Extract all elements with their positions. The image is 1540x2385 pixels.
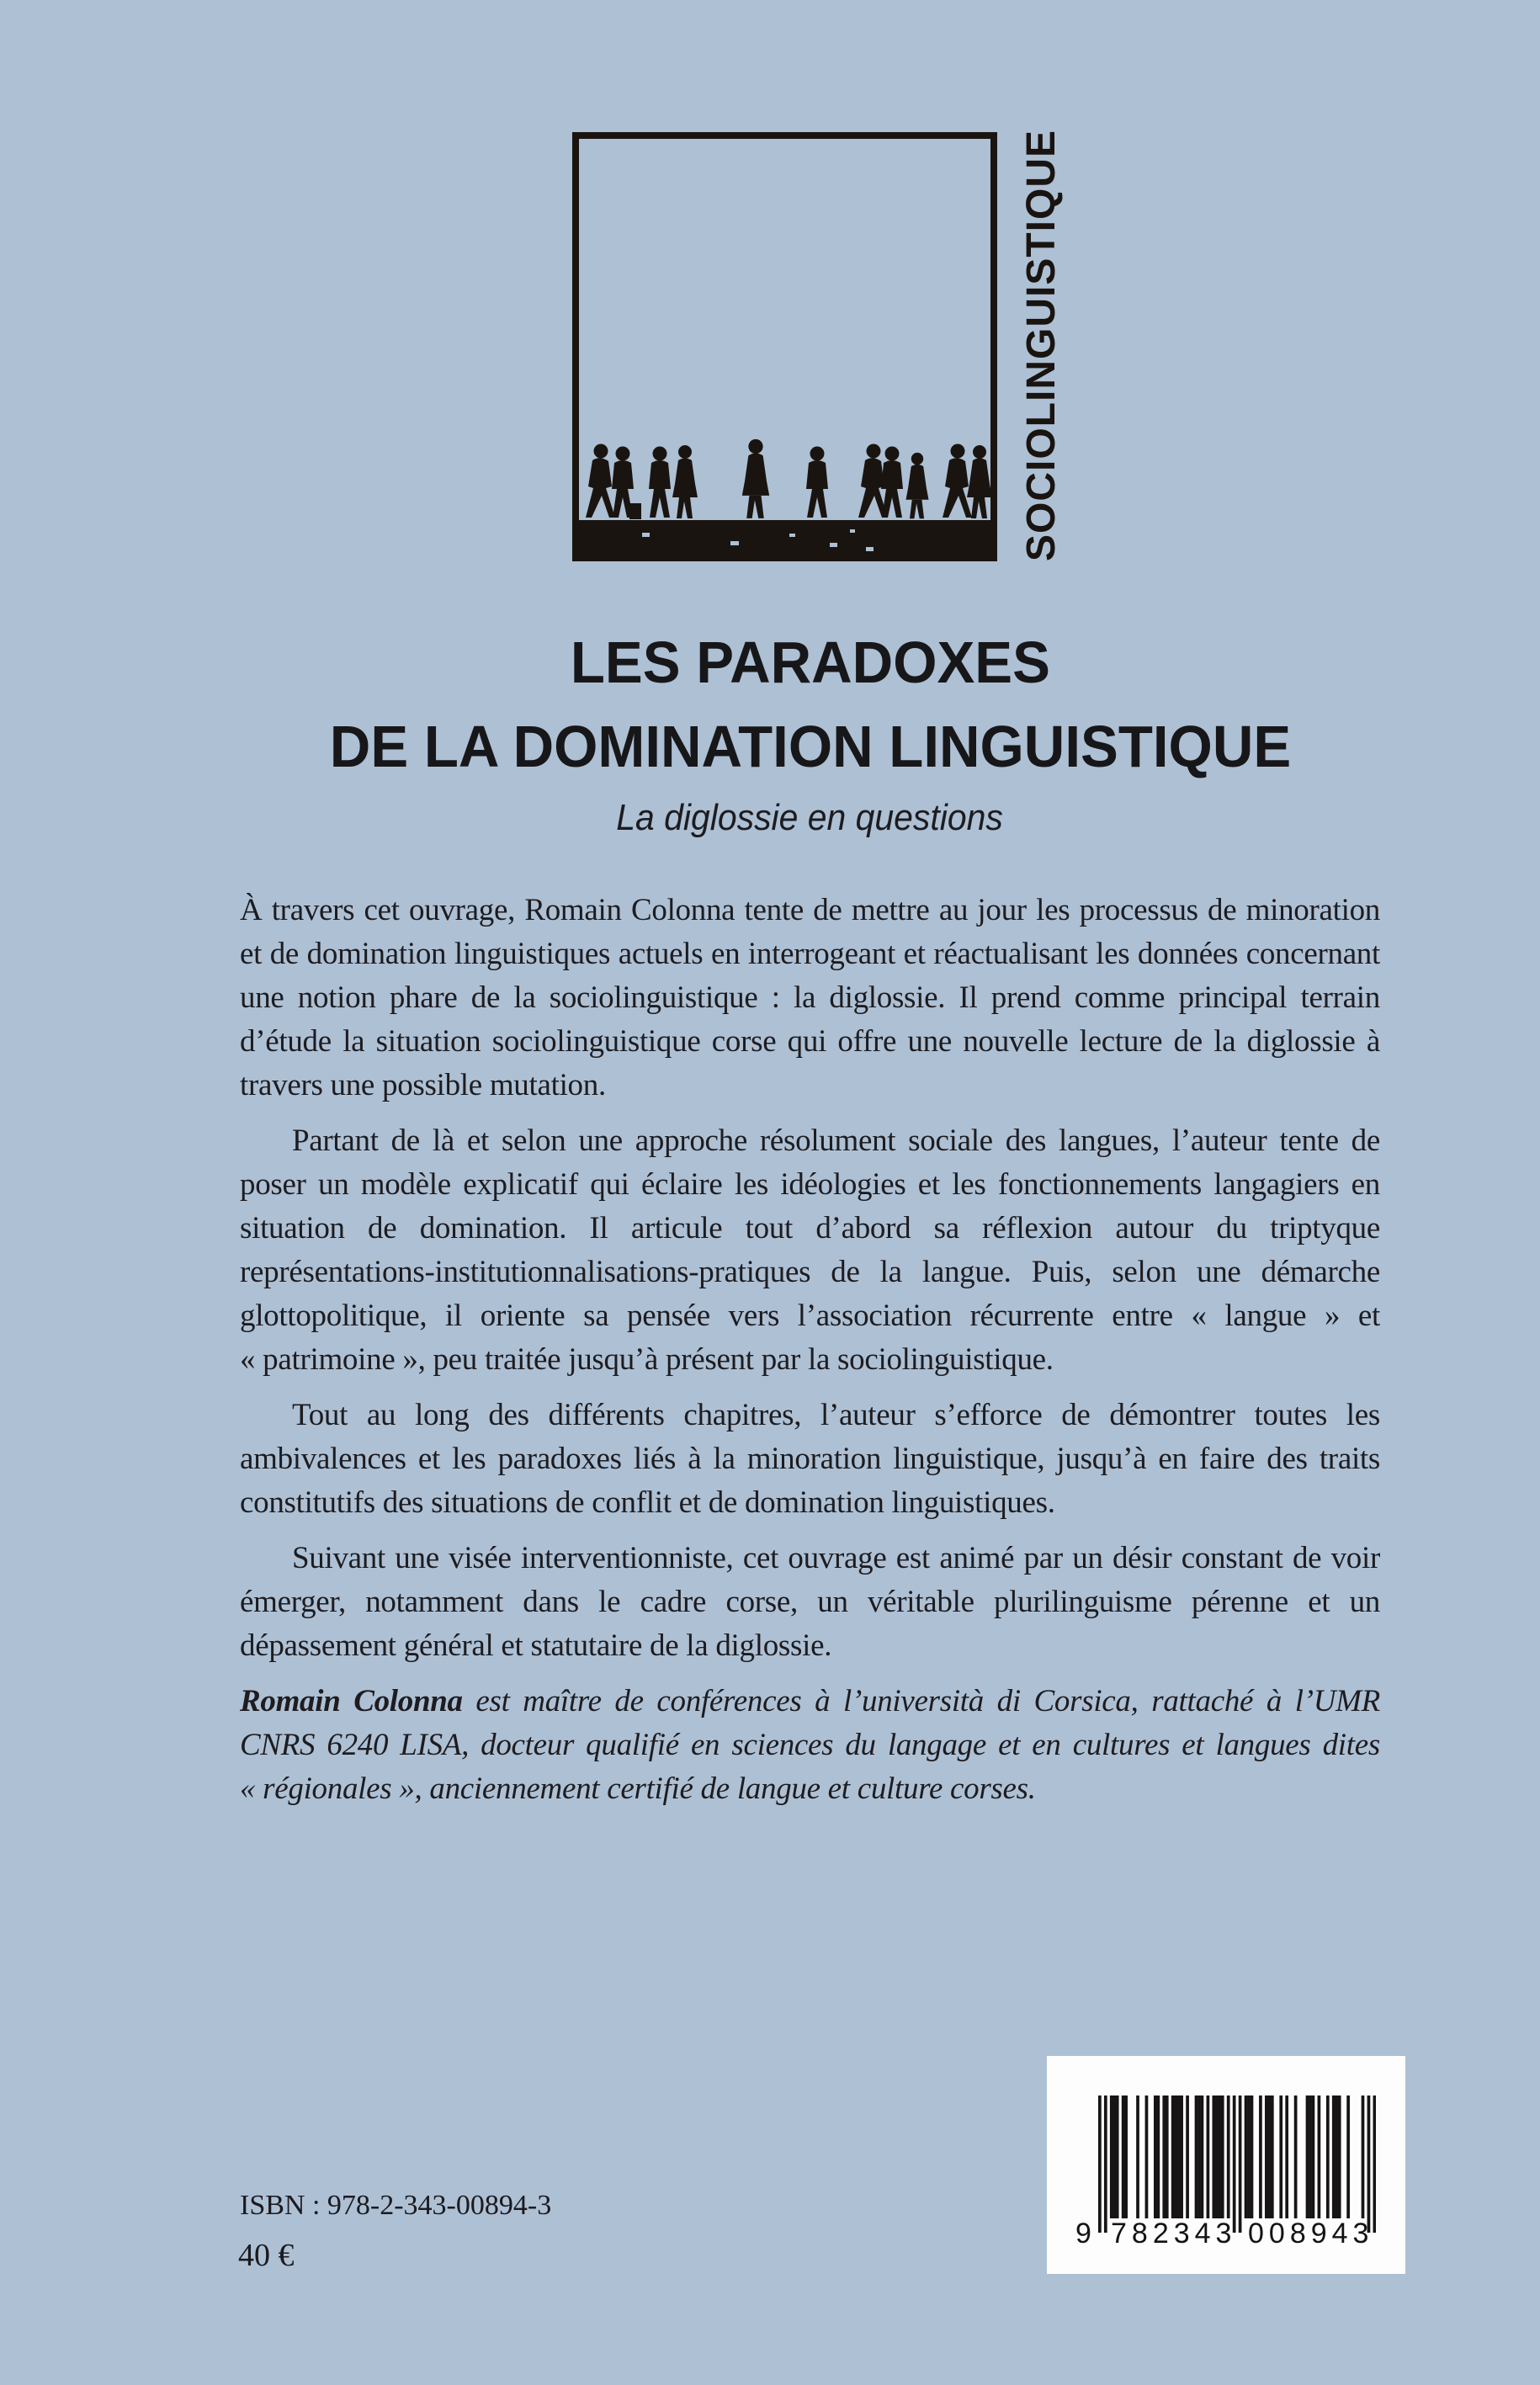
book-title-line1 <box>240 629 1380 695</box>
barcode <box>1047 2056 1405 2274</box>
book-title-line1-text: LES PARADOXES <box>570 629 1050 695</box>
book-subtitle <box>240 799 1380 837</box>
barcode-digit-first: 9 <box>1075 2218 1091 2250</box>
book-subtitle-text: La diglossie en questions <box>616 797 1004 838</box>
synopsis-paragraph-4: Suivant une visée interventionniste, cet ouvrage est animé par un désir constant de voir émerger, notamment dans le cadre corse, un véritable plurilinguisme pérenne et un dépassement général et statutaire de la diglossie. <box>240 1541 1380 1663</box>
author-name: Romain Colonna <box>240 1684 463 1718</box>
collection-label-vertical: SOCIOLINGUISTIQUE <box>1019 129 1064 561</box>
publisher-logo <box>572 132 997 561</box>
author-bio <box>240 1680 1380 1811</box>
author-bio-text: est maître de conférences à l’università di Corsica, rattaché à l’UMR CNRS 6240 LISA, docteur qualifié en sciences du langage et en cultures et langues dites « régionales », anciennement certifié de langue et culture corses. <box>240 1684 1380 1806</box>
book-title-line2 <box>240 714 1380 779</box>
synopsis-paragraph-3: Tout au long des différents chapitres, l’auteur s’efforce de démontrer toutes les ambivalences et les paradoxes liés à la minoration linguistique, jusqu’à en faire des traits constitutifs des situations de conflit et de domination linguistiques. <box>240 1398 1380 1520</box>
walking-people-illustration <box>579 139 990 555</box>
price: 40 € <box>238 2238 295 2273</box>
barcode-digits-left: 782343 <box>1111 2218 1237 2250</box>
synopsis <box>240 889 1380 1811</box>
isbn: ISBN : 978-2-343-00894-3 <box>240 2190 552 2221</box>
synopsis-paragraph-2: Partant de là et selon une approche résolument sociale des langues, l’auteur tente de poser un modèle explicatif qui éclaire les idéologies et les fonctionnements langagiers en situation de domination. Il articule tout d’abord sa réflexion autour du triptyque représentations-institutionnalisations-pratiques de la langue. Puis, selon une démarche glottopolitique, il oriente sa pensée vers l’association récurrente entre « langue » et « patrimoine », peu traitée jusqu’à présent par la sociolinguistique. <box>240 1123 1380 1377</box>
barcode-bars <box>1098 2096 1376 2233</box>
synopsis-paragraph-1: À travers cet ouvrage, Romain Colonna tente de mettre au jour les processus de minoration et de domination linguistiques actuels en interrogeant et réactualisant les données concernant une notion phare de la sociolinguistique : la diglossie. Il prend comme principal terrain d’étude la situation sociolinguistique corse qui offre une nouvelle lecture de la diglossie à travers une possible mutation. <box>240 893 1380 1102</box>
book-title-line2-text: DE LA DOMINATION LINGUISTIQUE <box>329 714 1291 779</box>
barcode-digits-right: 008943 <box>1248 2218 1374 2250</box>
